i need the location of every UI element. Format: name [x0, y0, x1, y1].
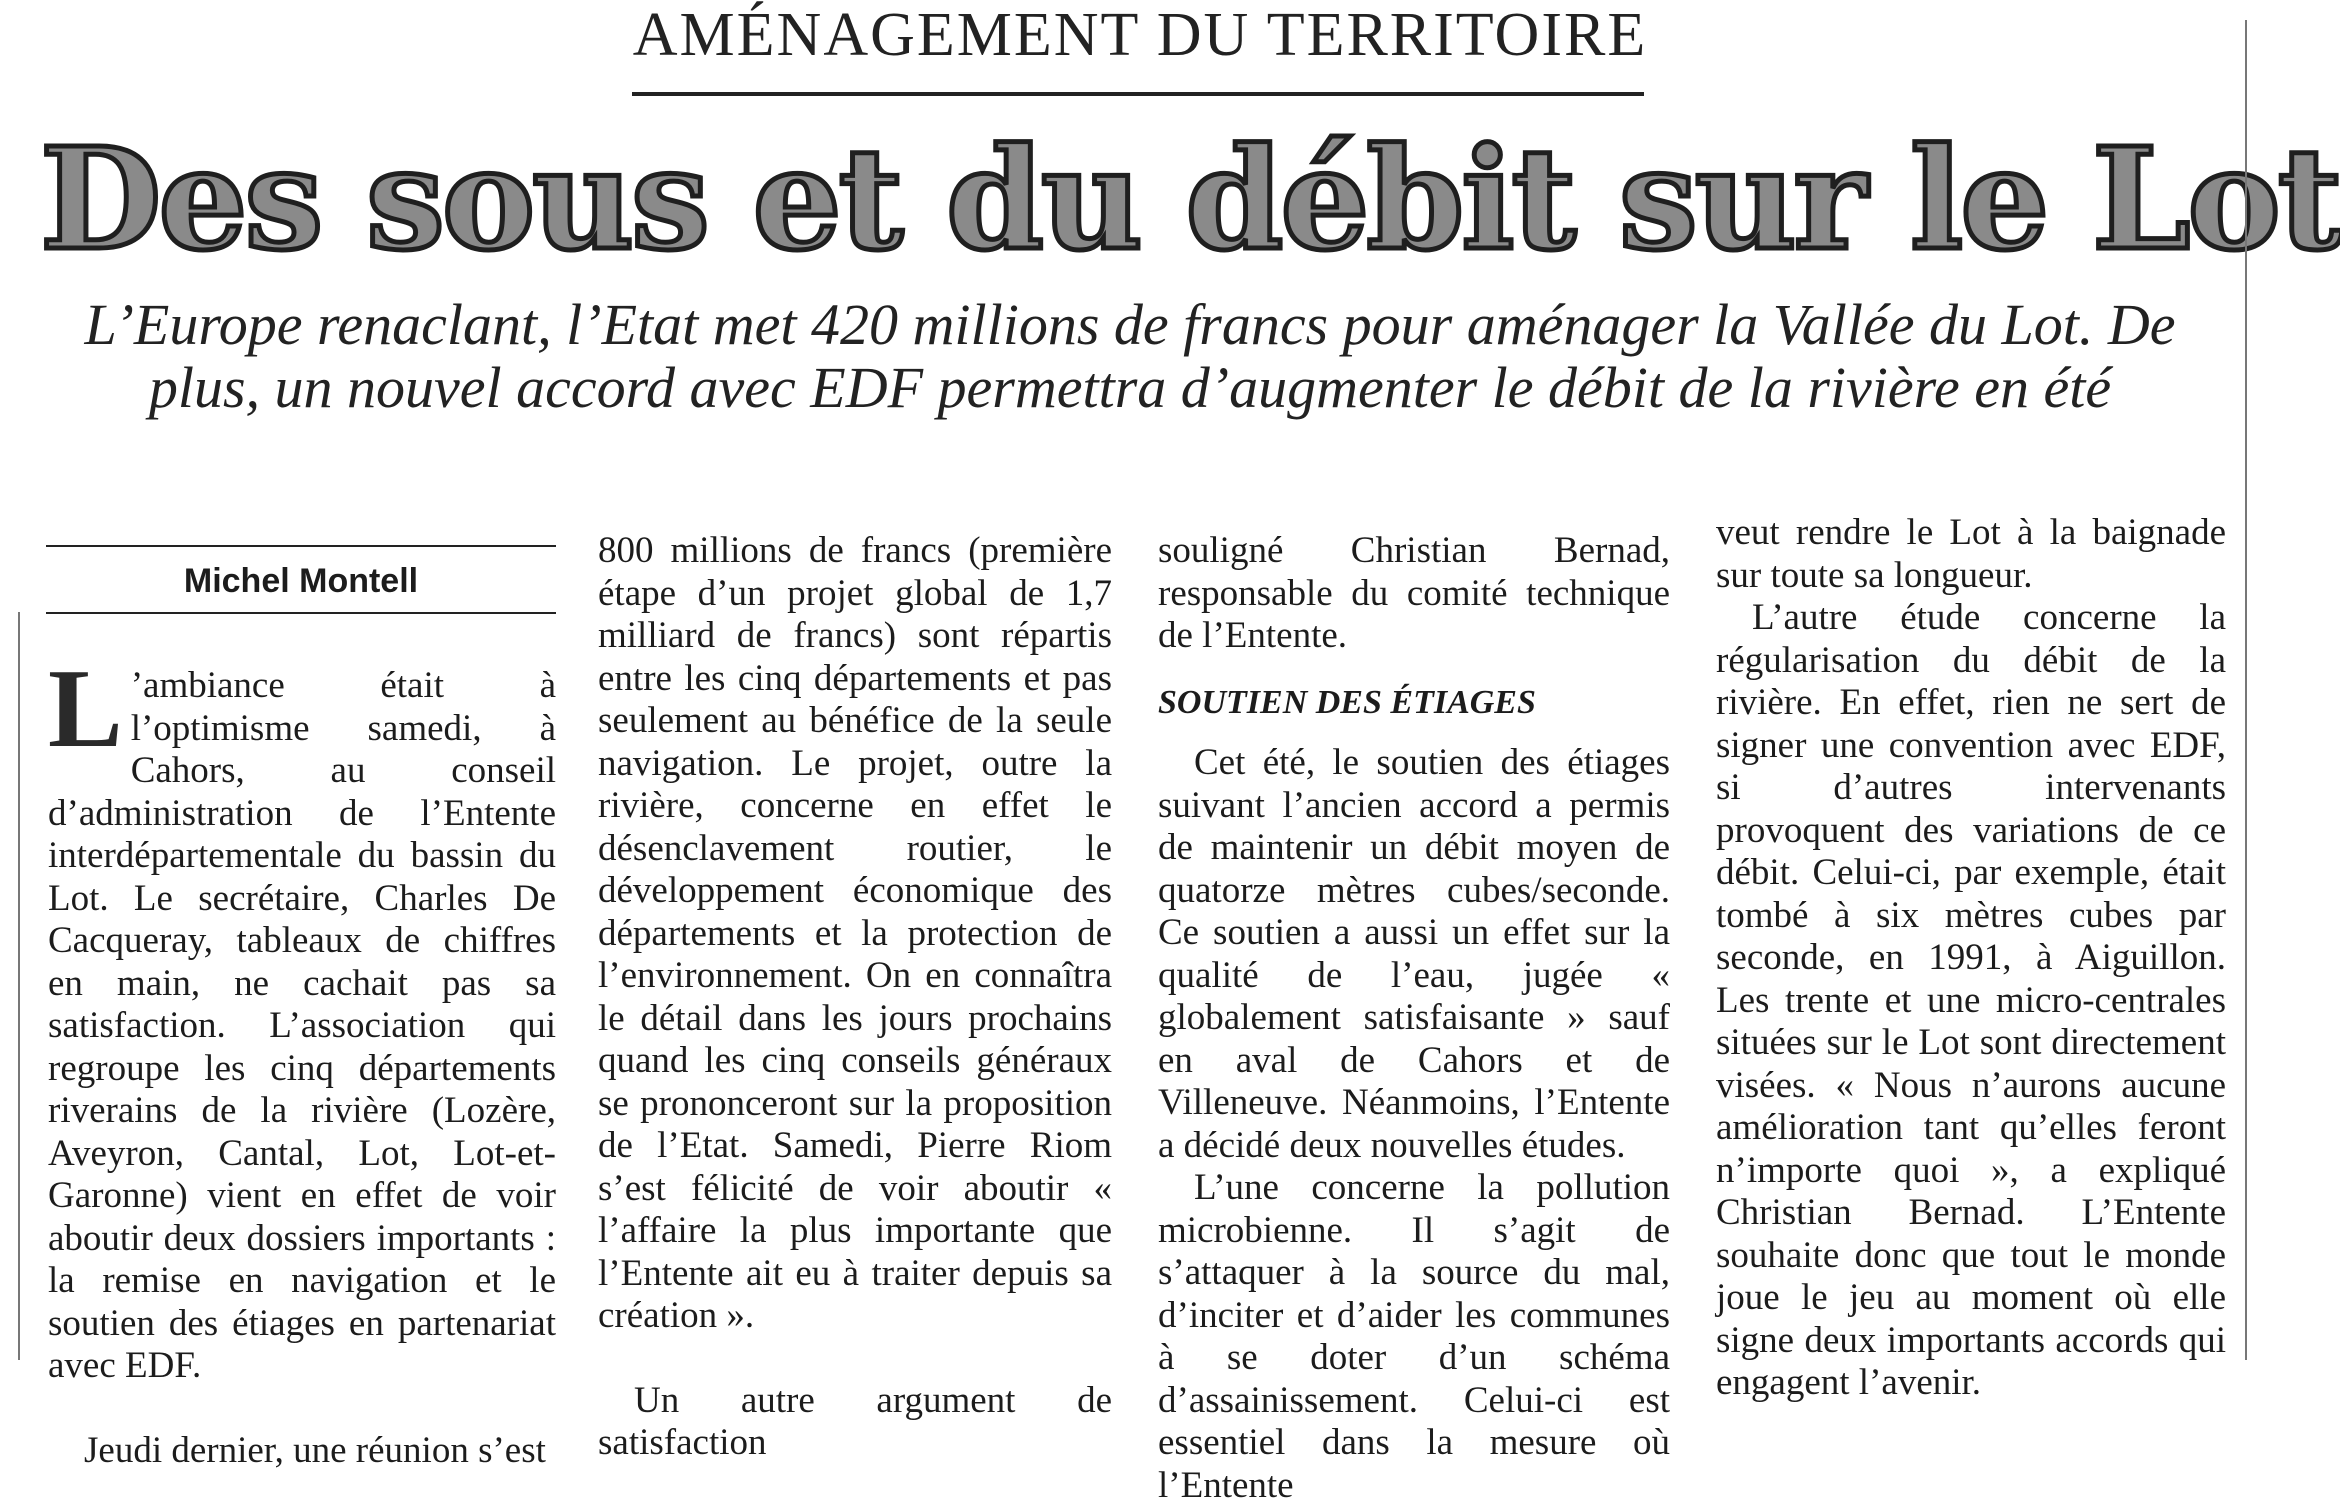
article-column-4: [1716, 512, 2226, 1403]
paragraph-text: ’ambiance était à l’optimisme samedi, à Cahors, au conseil d’administration de l’Entente interdépartementale du bassin du Lot. Le secrétaire, Charles De Cacqueray, tableaux de chiffres en main, ne cachait pas sa satisfaction. L’association qui regroupe les cinq départements riverains de la rivière (Lozère, Aveyron, Cantal, Lot, Lot-et-Garonne) vient en effet de voir aboutir deux dossiers importants : la remise en navigation et le soutien des étiages en partenariat avec EDF.: [48, 665, 556, 1386]
article-paragraph: L’une concerne la pollution microbienne. Il s’agit de s’attaquer à la source du mal, d’inciter et d’aider les communes à se doter d’un schéma d’assainissement. Celui-ci est essentiel dans la mesure où l’Entente: [1158, 1167, 1670, 1506]
article-column-3: [1158, 530, 1670, 1506]
article-paragraph: L’autre étude concerne la régularisation du débit de la rivière. En effet, rien ne sert de signer une convention avec EDF, si d’autres intervenants provoquent des variations de ce débit. Celui-ci, par exemple, était tombé à six mètres cubes par seconde, en 1991, à Aiguillon. Les trente et une micro-centrales situées sur le Lot sont directement visées. « Nous n’aurons aucune amélioration tant qu’elles feront n’importe quoi », a expliqué Christian Bernad. L’Entente souhaite donc que tout le monde joue le jeu au moment où elle signe deux importants accords qui engagent l’avenir.: [1716, 597, 2226, 1403]
section-label-text: AMÉNAGEMENT DU TERRITOIRE: [632, 1, 1648, 69]
article-paragraph: Un autre argument de satisfaction: [598, 1379, 1112, 1463]
section-label: [630, 1, 1650, 88]
article-paragraph: Cet été, le soutien des étiages suivant l’ancien accord a permis de maintenir un débit moyen de quatorze mètres cubes/seconde. Ce soutien a aussi un effet sur la qualité de l’eau, jugée « globalement satisfaisante » sauf en aval de Cahors et de Villeneuve. Néanmoins, l’Entente a décidé deux nouvelles études.: [1158, 742, 1670, 1166]
article-paragraph: Jeudi dernier, une réunion s’est: [84, 1429, 546, 1471]
subheading: SOUTIEN DES ÉTIAGES: [1158, 683, 1536, 721]
byline-bottom-rule: [46, 612, 556, 614]
article-column-1: [48, 647, 556, 1471]
deck-subtitle: L’Europe renaclant, l’Etat met 420 millions de francs pour aménager la Vallée du Lot. De plus, un nouvel accord avec EDF permettra d’augmenter le débit de la rivière en été: [84, 292, 2176, 420]
article-paragraph: [48, 647, 556, 1388]
article-column-2: [598, 530, 1112, 1463]
byline-top-rule: [46, 545, 556, 547]
section-label-underline: [632, 92, 1644, 96]
article-paragraph: souligné Christian Bernad, responsable du comité technique de l’Entente.: [1158, 530, 1670, 656]
headline: Des sous et du débit sur le Lot: [40, 118, 2340, 282]
left-margin-rule: [18, 612, 20, 1360]
article-paragraph: veut rendre le Lot à la baignade sur toute sa longueur.: [1716, 512, 2226, 596]
byline: Michel Montell: [183, 562, 419, 600]
drop-cap: L: [48, 647, 123, 771]
right-margin-rule: [2245, 20, 2247, 1360]
article-paragraph: 800 millions de francs (première étape d’un projet global de 1,7 milliard de francs) sont répartis entre les cinq départements et pas seulement au bénéfice de la seule navigation. Le projet, outre la rivière, concerne en effet le désenclavement routier, le développement économique des départements et la protection de l’environnement. On en connaîtra le détail dans les jours prochains quand les cinq conseils généraux se prononceront sur la proposition de l’Etat. Samedi, Pierre Riom s’est félicité de voir aboutir « l’affaire la plus importante que l’Entente ait eu à traiter depuis sa création ».: [598, 530, 1112, 1336]
